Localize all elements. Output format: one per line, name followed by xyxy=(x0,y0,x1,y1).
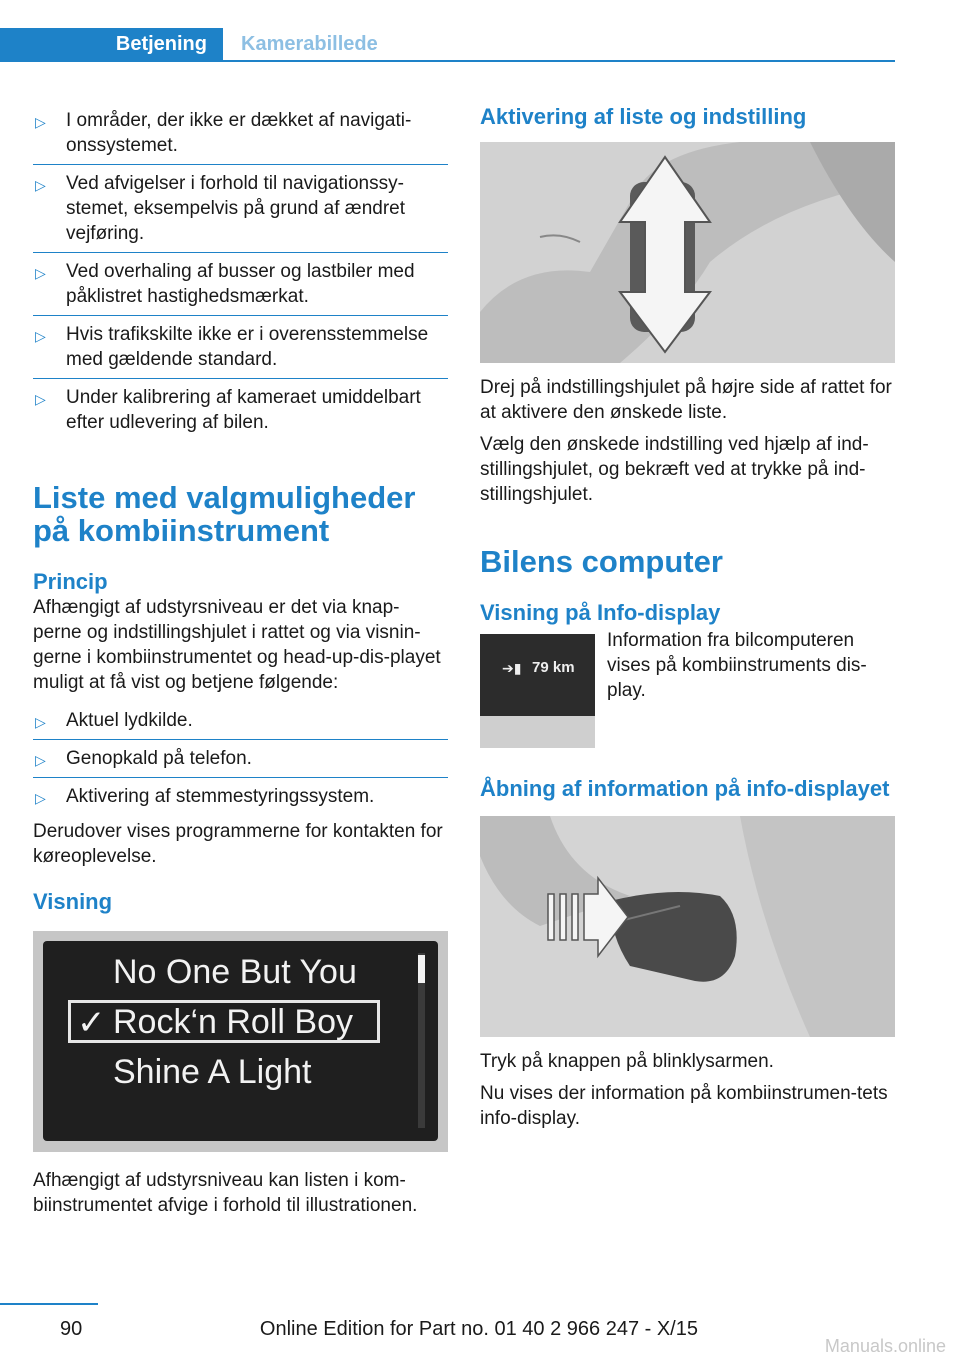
turn-signal-illustration xyxy=(480,816,895,1037)
open-text-2: Nu vises der information på kombiinstrumen-tets info-display. xyxy=(480,1083,888,1129)
watermark: Manuals.online xyxy=(824,1336,946,1356)
activation-heading: Aktivering af liste og indstilling xyxy=(480,104,807,129)
list-item: ▷ Aktivering af stemmestyringssystem. xyxy=(33,778,448,815)
top-bullet-list xyxy=(33,102,448,441)
list-item: ▷ Ved afvigelser i forhold til navigationssy-stemet, eksempelvis på grund af ændret vejføring. xyxy=(33,165,448,253)
scrollbar-icon xyxy=(418,953,425,1128)
range-value: 79 km xyxy=(532,659,575,676)
display-figure xyxy=(33,931,448,1152)
edition-text: Online Edition for Part no. 01 40 2 966 247 - X/15 xyxy=(259,1318,698,1340)
activation-text-1: Drej på indstillingshjulet på højre side af rattet for at aktivere den ønskede liste. xyxy=(480,377,892,423)
header-rule xyxy=(0,60,895,62)
programs-text: Derudover vises programmerne for kontakten for køreoplevelse. xyxy=(33,821,443,867)
info-text: Information fra bilcomputeren vises på kombiinstruments dis-play. xyxy=(607,630,867,701)
display-item: Rock‘n Roll Boy xyxy=(113,1003,353,1041)
steering-wheel-figure xyxy=(480,142,895,363)
display-item: No One But You xyxy=(113,953,357,991)
list-item: ▷ Ved overhaling af busser og lastbiler med påklistret hastighedsmærkat. xyxy=(33,253,448,316)
principle-heading: Princip xyxy=(33,569,108,594)
list-item: ▷ Hvis trafikskilte ikke er i overensstemmelse med gældende standard. xyxy=(33,316,448,379)
principle-text: Afhængigt af udstyrsniveau er det via knap-perne og indstillingshjulet i rattet og via visnin-gerne i kombiinstrumentet og head-up-dis-playet muligt at få vist og betjene følgende: xyxy=(33,597,441,693)
section-title-list: Liste med valgmuligheder på kombiinstrument xyxy=(33,480,416,548)
list-item: ▷ Genopkald på telefon. xyxy=(33,740,448,778)
display-screen xyxy=(43,941,438,1141)
fuel-range-icon: ➔▮ xyxy=(502,660,522,676)
steering-wheel-illustration xyxy=(480,142,895,363)
list-item: ▷ I områder, der ikke er dækket af navigati-onssystemet. xyxy=(33,102,448,165)
section-title-computer: Bilens computer xyxy=(480,544,723,579)
open-info-heading: Åbning af information på info-displayet xyxy=(480,776,890,801)
info-display-screen xyxy=(480,634,595,716)
tab-betjening[interactable]: Betjening xyxy=(0,28,223,60)
triangle-bullet-icon: ▷ xyxy=(35,714,46,730)
page-number: 90 xyxy=(60,1318,83,1340)
tab-kamerabillede[interactable]: Kamerabillede xyxy=(241,32,378,55)
triangle-bullet-icon: ▷ xyxy=(35,328,46,344)
triangle-bullet-icon: ▷ xyxy=(35,391,46,407)
list-item: ▷ Aktuel lydkilde. xyxy=(33,702,448,740)
header-tabs xyxy=(0,28,895,60)
list-item: ▷ Under kalibrering af kameraet umiddelbart efter udlevering af bilen. xyxy=(35,387,421,433)
page-rule xyxy=(0,1303,98,1305)
info-display-figure xyxy=(480,634,595,748)
display-heading: Visning xyxy=(33,889,113,914)
left-column xyxy=(33,100,448,1225)
display-item: Shine A Light xyxy=(113,1053,312,1091)
triangle-bullet-icon: ▷ xyxy=(35,752,46,768)
triangle-bullet-icon: ▷ xyxy=(35,114,46,130)
right-column xyxy=(480,100,895,1138)
check-icon: ✓ xyxy=(77,1004,106,1042)
triangle-bullet-icon: ▷ xyxy=(35,177,46,193)
info-heading: Visning på Info-display xyxy=(480,600,721,625)
turn-signal-figure xyxy=(480,816,895,1037)
options-list xyxy=(33,702,448,815)
activation-text-2: Vælg den ønskede indstilling ved hjælp af ind-stillingshjulet, og bekræft ved at trykke på ind-stillingshjulet. xyxy=(480,434,869,505)
triangle-bullet-icon: ▷ xyxy=(35,265,46,281)
open-text-1: Tryk på knappen på blinklysarmen. xyxy=(480,1051,774,1072)
display-note: Afhængigt af udstyrsniveau kan listen i kom-biinstrumentet afvige i forhold til illustrationen. xyxy=(33,1170,418,1216)
triangle-bullet-icon: ▷ xyxy=(35,790,46,806)
info-block xyxy=(480,628,895,746)
